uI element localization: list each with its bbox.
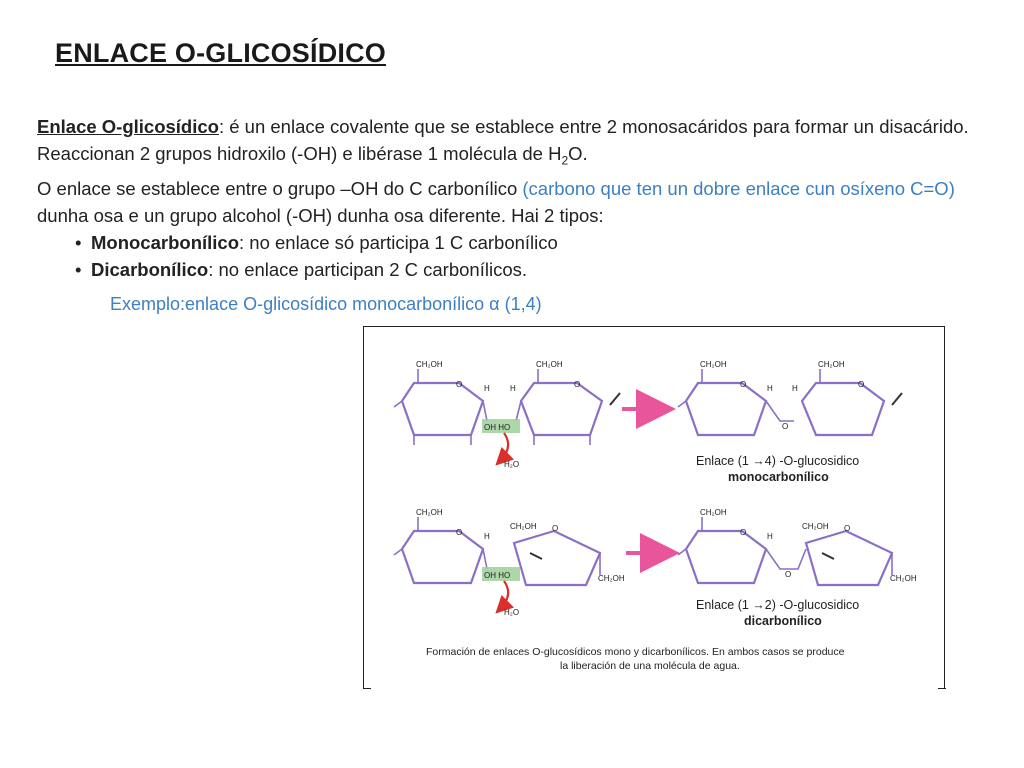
- water-release-arrow: [500, 433, 508, 461]
- types-list: [37, 229, 997, 283]
- bond-text-end: dunha osa e un grupo alcohol (-OH) dunha osa diferente. Hai 2 tipos:: [37, 204, 604, 226]
- subscript-2: 2: [561, 153, 569, 168]
- pyranose-ring: [402, 383, 483, 435]
- pyranose-ring: [686, 383, 766, 435]
- bottom-reactants: [394, 508, 625, 617]
- caption-top-1: Enlace (1 →4) -O-glucosidico: [696, 454, 860, 468]
- caption-top-2: monocarbonílico: [728, 470, 829, 484]
- type-desc: : no enlace só participa 1 C carbonílico: [239, 231, 558, 253]
- ch2oh-label: CH₂OH: [536, 360, 563, 369]
- bond-paragraph: [37, 175, 997, 229]
- list-item: [75, 256, 997, 283]
- water-release-arrow: [500, 581, 508, 609]
- caption-bottom-1: Enlace (1 →2) -O-glucosidico: [696, 598, 860, 612]
- definition-block: [37, 113, 997, 283]
- ch2oh-right-label: CH₂OH: [890, 574, 917, 583]
- definition-term: Enlace O-glicosídico: [37, 116, 219, 137]
- ring-oxygen-label: O: [456, 528, 463, 537]
- reaction-figure: [363, 326, 945, 689]
- water-label: H₂O: [504, 460, 520, 469]
- caption-bottom-2: dicarbonílico: [744, 614, 822, 628]
- type-desc: : no enlace participan 2 C carbonílicos.: [208, 258, 527, 280]
- ch2oh-label: CH₂OH: [802, 522, 829, 531]
- bond-text: O enlace se establece entre o grupo –OH do C carbonílico: [37, 177, 523, 199]
- oh-ho-label: OH HO: [484, 423, 511, 432]
- pyranose-ring: [802, 383, 884, 435]
- pyranose-ring: [521, 383, 602, 435]
- figure-caption-line-1: Formación de enlaces O-glucosídicos mono y dicarbonílicos. En ambos casos se produce: [426, 646, 845, 658]
- hydrogen-label: H: [767, 384, 773, 393]
- ch2oh-label: CH₂OH: [818, 360, 845, 369]
- bridge-oxygen-label: O: [785, 570, 792, 579]
- bridge-oxygen-label: O: [782, 422, 789, 431]
- top-reactants: [394, 360, 620, 469]
- type-name: Dicarbonílico: [91, 258, 209, 280]
- example-heading: Exemplo:enlace O-glicosídico monocarbonílico α (1,4): [110, 294, 542, 314]
- list-item: [75, 229, 997, 256]
- bond-text-blue: (carbono que ten un dobre enlace cun osíxeno C=O): [522, 177, 955, 199]
- ring-oxygen-label: O: [844, 524, 851, 533]
- slide-title: ENLACE O-GLICOSÍDICO: [55, 38, 387, 68]
- hydrogen-label: H: [767, 532, 773, 541]
- definition-text-end: O.: [568, 143, 588, 164]
- ring-oxygen-label: O: [740, 380, 747, 389]
- ring-oxygen-label: O: [456, 380, 463, 389]
- top-product: [678, 360, 902, 484]
- hydrogen-label: H: [484, 384, 490, 393]
- ch2oh-right-label: CH₂OH: [598, 574, 625, 583]
- ring-oxygen-label: O: [858, 380, 865, 389]
- ring-oxygen-label: O: [574, 380, 581, 389]
- definition-text: : é un enlace covalente que se establece entre 2 monosacáridos para formar un disacárido. Reaccionan 2 grupos hidroxilo (-OH) e libérase 1 molécula de H: [37, 116, 969, 164]
- ch2oh-label: CH₂OH: [700, 508, 727, 517]
- ring-oxygen-label: O: [552, 524, 559, 533]
- water-label: H₂O: [504, 608, 520, 617]
- ch2oh-label: CH₂OH: [416, 508, 443, 517]
- furanose-ring: [806, 531, 892, 585]
- pyranose-ring: [686, 531, 766, 583]
- hydrogen-label: H: [484, 532, 490, 541]
- ch2oh-label: CH₂OH: [700, 360, 727, 369]
- hydrogen-label: H: [510, 384, 516, 393]
- oh-ho-label: OH HO: [484, 571, 511, 580]
- type-name: Monocarbonílico: [91, 231, 239, 253]
- ch2oh-label: CH₂OH: [510, 522, 537, 531]
- hydrogen-label: H: [792, 384, 798, 393]
- pyranose-ring: [402, 531, 483, 583]
- bottom-product: [678, 508, 917, 628]
- definition-paragraph: [37, 113, 997, 175]
- reaction-diagram: [364, 327, 946, 690]
- furanose-ring: [514, 531, 600, 585]
- ch2oh-label: CH₂OH: [416, 360, 443, 369]
- figure-caption-line-2: la liberación de una molécula de agua.: [560, 660, 740, 672]
- ring-oxygen-label: O: [740, 528, 747, 537]
